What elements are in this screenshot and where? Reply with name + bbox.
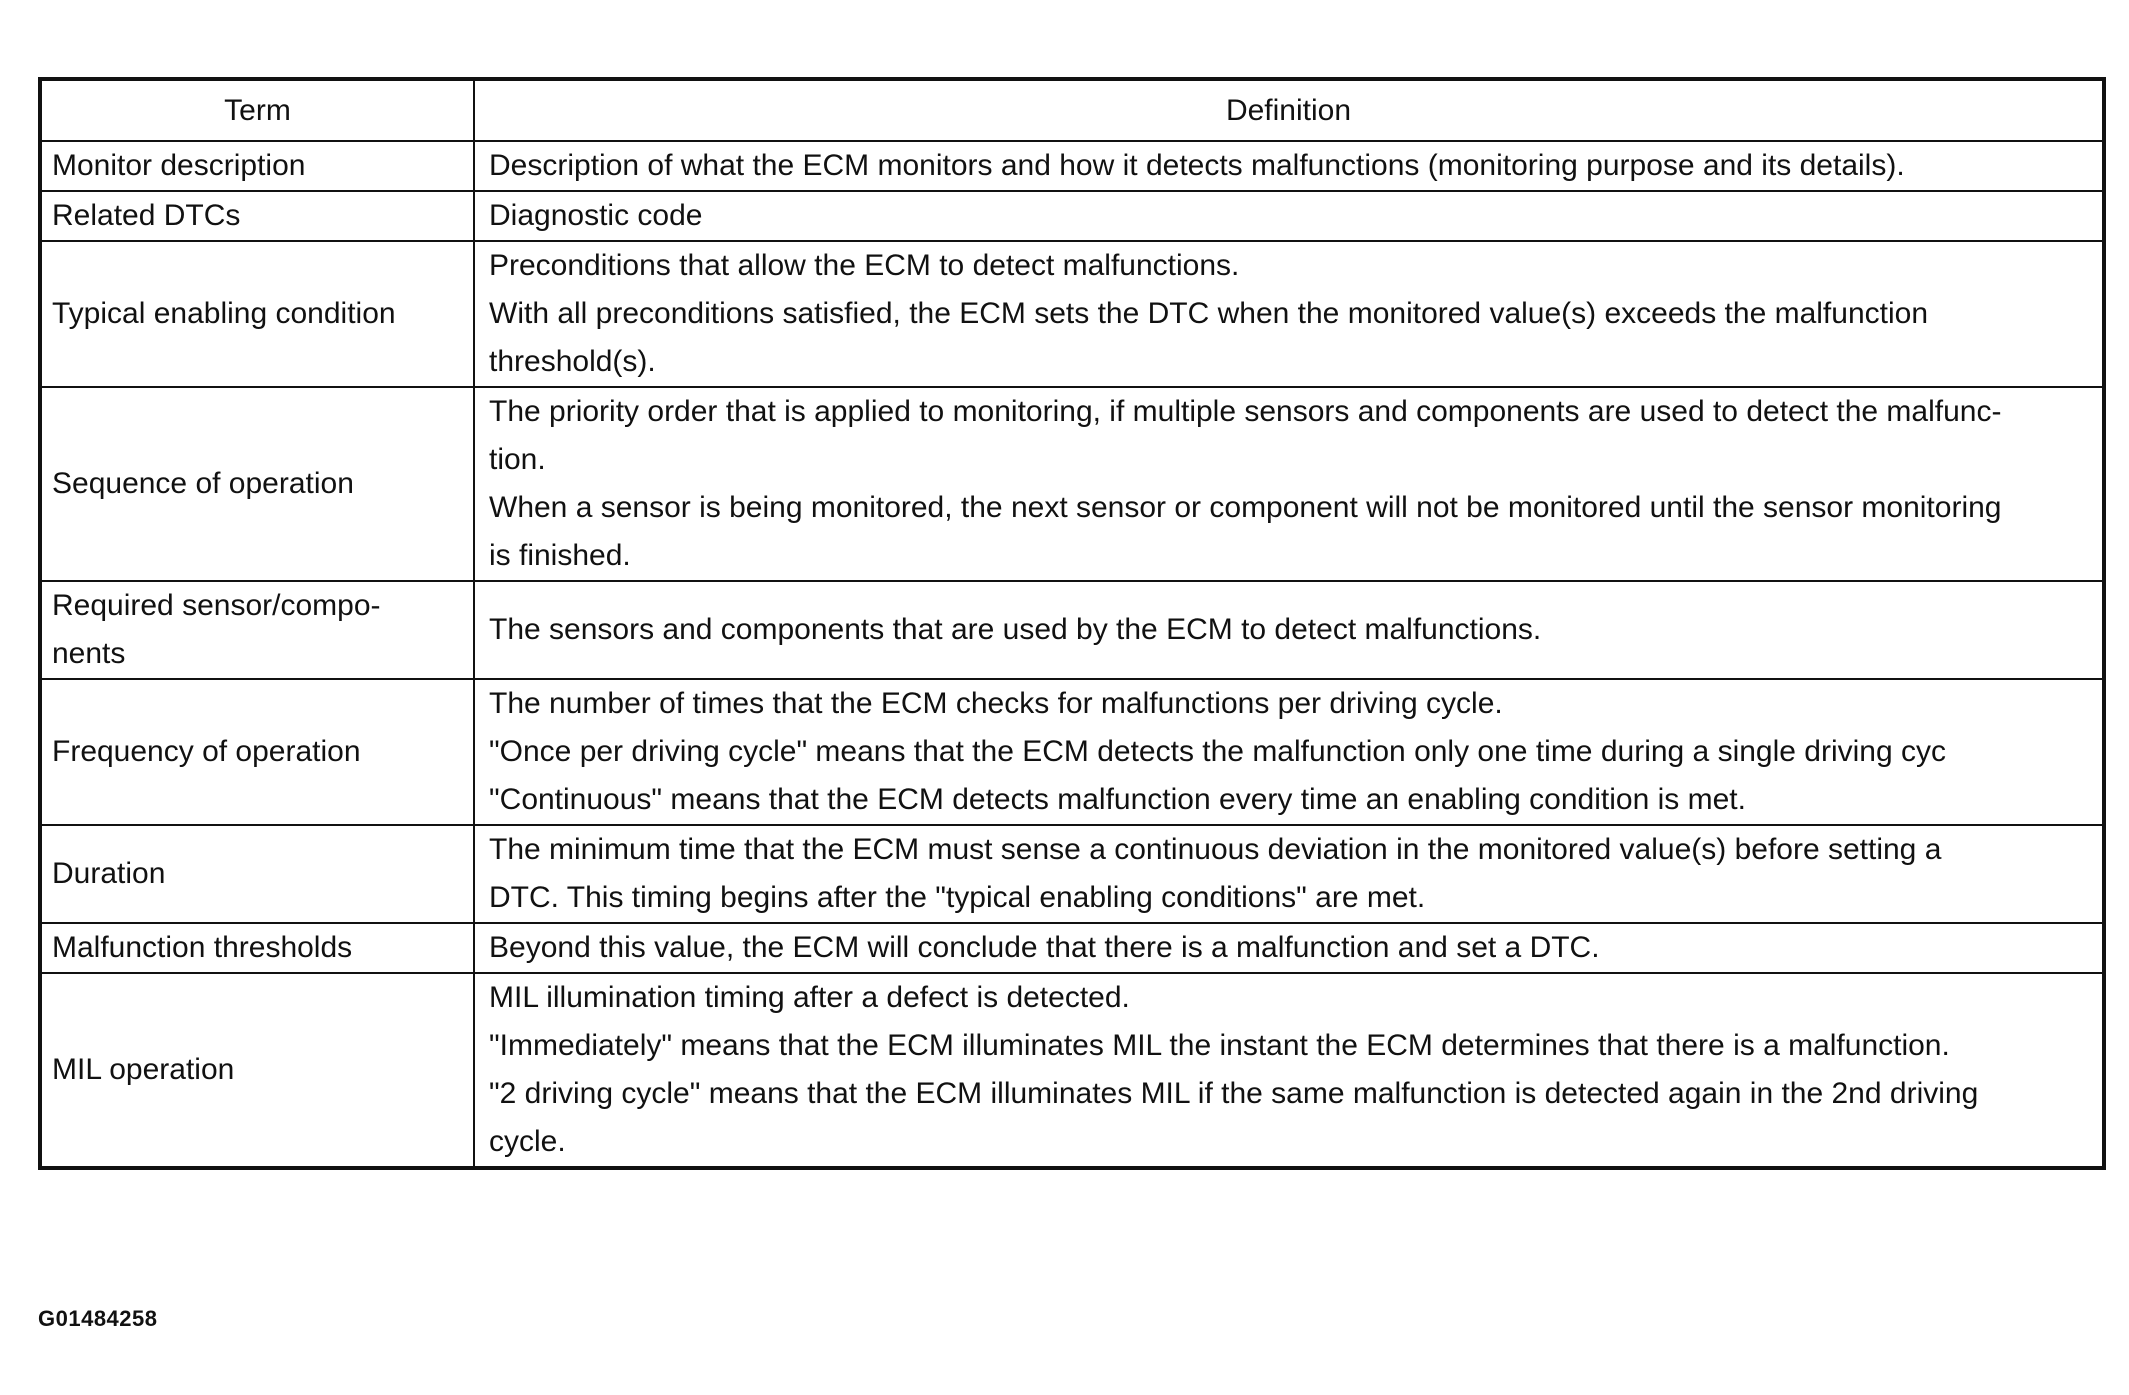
- header-definition: Definition: [474, 79, 2104, 141]
- table-row: [40, 141, 2104, 191]
- definition-text: Beyond this value, the ECM will conclude that there is a malfunction and set a DTC.: [489, 931, 1600, 964]
- definition-text: Description of what the ECM monitors and how it detects malfunctions (monitoring purpose and its details).: [489, 149, 1905, 182]
- definition-text: The minimum time that the ECM must sense a continuous deviation in the monitored value(s) before setting a: [489, 833, 1942, 866]
- term-cell: [40, 679, 474, 825]
- definition-text: The sensors and components that are used by the ECM to detect malfunctions.: [489, 613, 1542, 646]
- definition-text: "Once per driving cycle" means that the ECM detects the malfunction only one time during a single driving cyc: [489, 735, 1947, 768]
- definition-text: DTC. This timing begins after the "typical enabling conditions" are met.: [489, 881, 1426, 914]
- term-cell: [40, 387, 474, 581]
- definition-text: MIL illumination timing after a defect is detected.: [489, 981, 1130, 1014]
- figure-id: G01484258: [38, 1306, 158, 1331]
- term-cell: [40, 825, 474, 923]
- definition-text: is finished.: [489, 539, 631, 572]
- table-row: [40, 387, 2104, 581]
- definition-text: When a sensor is being monitored, the next sensor or component will not be monitored until the sensor monitoring: [489, 491, 2002, 524]
- definition-cell: [474, 191, 2104, 241]
- term-cell: [40, 141, 474, 191]
- definition-cell: [474, 923, 2104, 973]
- term-cell: [40, 241, 474, 387]
- term-text: Duration: [52, 857, 166, 890]
- table-row: [40, 241, 2104, 387]
- table-row: [40, 679, 2104, 825]
- definition-text: "Continuous" means that the ECM detects malfunction every time an enabling condition is met.: [489, 783, 1746, 816]
- definition-cell: [474, 387, 2104, 581]
- definition-text: tion.: [489, 443, 546, 476]
- definition-text: The number of times that the ECM checks for malfunctions per driving cycle.: [489, 687, 1503, 720]
- term-cell: [40, 923, 474, 973]
- term-text: MIL operation: [52, 1053, 235, 1086]
- definition-text: With all preconditions satisfied, the ECM sets the DTC when the monitored value(s) exceeds the malfunction: [489, 297, 1929, 330]
- terms-table: [38, 77, 2106, 1170]
- term-text: nents: [52, 637, 126, 670]
- header-term: Term: [40, 79, 474, 141]
- header-row: [40, 79, 2104, 141]
- term-text: Frequency of operation: [52, 735, 361, 768]
- table-row: [40, 191, 2104, 241]
- table-row: [40, 923, 2104, 973]
- definition-text: Preconditions that allow the ECM to detect malfunctions.: [489, 249, 1240, 282]
- definition-cell: [474, 241, 2104, 387]
- term-text: Required sensor/compo-: [52, 589, 381, 622]
- table-row: [40, 581, 2104, 679]
- definition-text: "2 driving cycle" means that the ECM illuminates MIL if the same malfunction is detected again in the 2nd driving: [489, 1077, 1979, 1110]
- definition-text: Diagnostic code: [489, 199, 703, 232]
- definition-cell: [474, 581, 2104, 679]
- term-text: Related DTCs: [52, 199, 241, 232]
- term-cell: [40, 581, 474, 679]
- definition-cell: [474, 141, 2104, 191]
- term-text: Sequence of operation: [52, 467, 354, 500]
- definition-text: The priority order that is applied to monitoring, if multiple sensors and components are used to detect the malfunc-: [489, 395, 2002, 428]
- table-row: [40, 973, 2104, 1168]
- term-text: Malfunction thresholds: [52, 931, 353, 964]
- term-cell: [40, 191, 474, 241]
- definition-text: "Immediately" means that the ECM illuminates MIL the instant the ECM determines that there is a malfunction.: [489, 1029, 1950, 1062]
- definition-cell: [474, 825, 2104, 923]
- definition-cell: [474, 973, 2104, 1168]
- term-cell: [40, 973, 474, 1168]
- term-text: Monitor description: [52, 149, 306, 182]
- table-row: [40, 825, 2104, 923]
- definition-cell: [474, 679, 2104, 825]
- definition-text: cycle.: [489, 1125, 566, 1158]
- term-text: Typical enabling condition: [52, 297, 396, 330]
- definition-text: threshold(s).: [489, 345, 656, 378]
